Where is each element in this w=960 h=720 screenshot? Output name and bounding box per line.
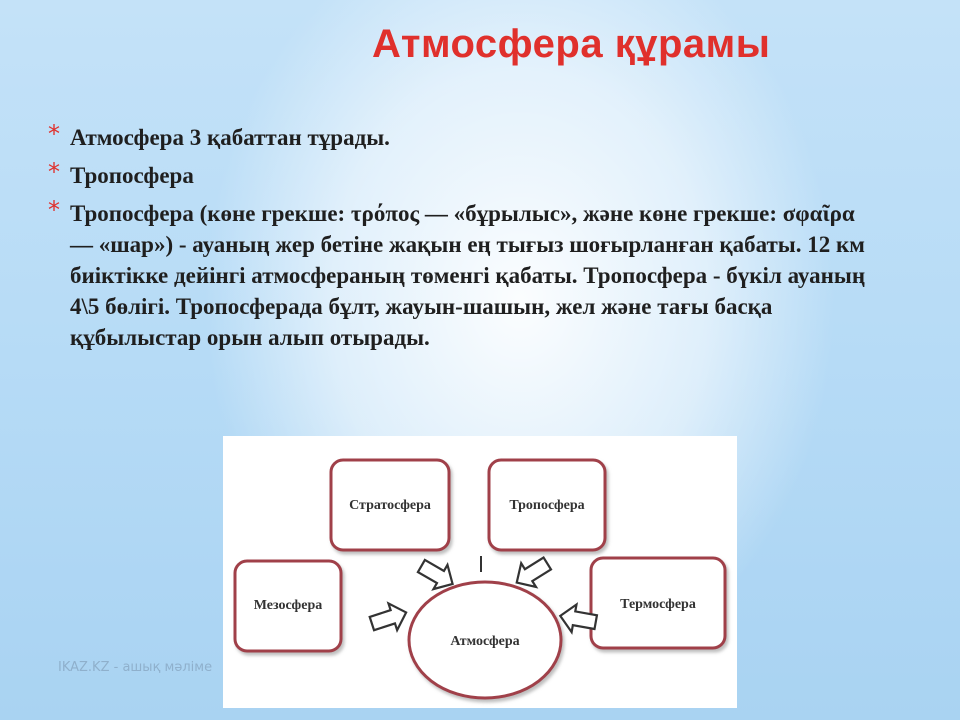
asterisk-icon: * [48, 120, 60, 148]
bullet-item [48, 160, 878, 191]
bullet-item [48, 122, 878, 153]
bullet-text: Тропосфера (көне грекше: τρόπος — «бұрылыс», және көне грекше: σφαῖρα — «шар») - ауаның жер бетіне жақын ең тығыз шоғырланған қабаты. 12 км биіктікке дейінгі атмосфераның төменгі қабаты. Тропосфера - бүкіл ауаның 4\5 бөлігі. Тропосферада бұлт, жауын-шашын, жел және тағы басқа құбылыстар орын алып отырады. [70, 201, 866, 350]
bullet-item [48, 198, 878, 353]
mesosphere-label: Мезосфера [253, 598, 323, 613]
troposphere-label: Тропосфера [509, 498, 585, 513]
thermosphere-label: Термосфера [620, 597, 696, 612]
bullet-text: Тропосфера [70, 163, 194, 188]
slide-title [372, 22, 770, 67]
atmosphere-diagram [223, 436, 737, 708]
stratosphere-label: Стратосфера [349, 498, 431, 513]
title-highlight: құ [614, 22, 658, 66]
arrow-mesosphere-icon [368, 599, 411, 637]
asterisk-icon: * [48, 158, 60, 186]
bullet-list [48, 122, 878, 360]
bullet-text: Атмосфера 3 қабаттан тұрады. [70, 125, 390, 150]
footer-credit: IKAZ.KZ - ашық мәліме [58, 660, 213, 675]
title-prefix: Атмосфера [372, 22, 615, 66]
asterisk-icon: * [48, 196, 60, 224]
title-suffix: рамы [657, 22, 771, 66]
atmosphere-label: Атмосфера [450, 634, 520, 649]
